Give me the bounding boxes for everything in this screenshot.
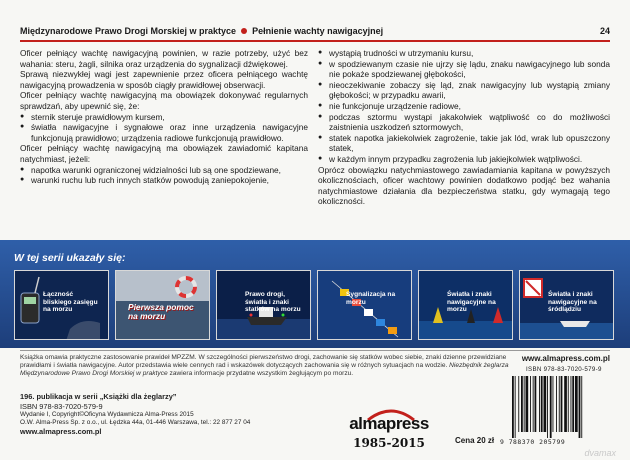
- list-item: ● sternik steruje prawidłowym kursem,: [20, 112, 308, 123]
- bullet-list: [318, 48, 610, 165]
- series-banner: [0, 240, 630, 348]
- book-cover[interactable]: [14, 270, 109, 340]
- logo-wordmark: almapress: [349, 414, 429, 433]
- publisher-logo: [336, 404, 442, 452]
- book-title: Światła i znaki nawigacyjne na morzu: [447, 291, 496, 313]
- series-title: W tej serii ukazały się:: [14, 252, 126, 264]
- list-item: ● wystąpią trudności w utrzymaniu kursu,: [318, 48, 610, 59]
- paragraph: Sprawą niezwykłej wagi jest zapewnienie przez oficera pełniącego wachtę nawigacyjną prowadzenia w sposób ciągły prawidłowej obserwacji.: [20, 69, 308, 90]
- book-title: Sygnalizacja na morzu: [346, 291, 396, 306]
- paragraph: Oficer pełniący wachtę nawigacyjną ma obowiązek zawiadomić kapitana natychmiast, jeżeli:: [20, 143, 308, 164]
- watermark: dvamax: [584, 448, 616, 458]
- bullet-list: [20, 112, 308, 144]
- text-column-right: [318, 48, 610, 207]
- book-summary: Książka omawia praktyczne zastosowanie prawideł MPZZM. W szczególności pierwszeństwo drogi, zachowanie się statków wobec siebie, znaki dzienne przewidziane prawidłami i światła nawigacyjne. Autor przedstawia wiele cennych rad i wskazówek dotyczących zachowania się w różnych sytuacjach na wodzie. Niezbędnik żeglarza Międzynarodowe Prawo Drogi Morskiej w praktyce zawiera informacje przydatne wszystkim żeglującym po morzu.: [20, 354, 509, 377]
- book-title: Łączność bliskiego zasięgu na morzu: [43, 291, 98, 313]
- book-title: Prawo drogi, światła i znaki statków na morzu: [245, 291, 301, 313]
- footer-rule: [20, 350, 610, 351]
- list-item: ● podczas sztormu wystąpi jakakolwiek wątpliwość co do możliwości zaistnienia uszkodzeń sztormowych,: [318, 112, 610, 133]
- book-cover[interactable]: [418, 270, 513, 340]
- book-title: Pierwsza pomoc na morzu: [128, 302, 194, 321]
- barcode-block: [500, 366, 612, 456]
- header-title: [20, 26, 383, 36]
- book-title: Światła i znaki nawigacyjne na śródlądziu: [548, 291, 597, 313]
- price: Cena 20 zł: [455, 436, 495, 445]
- publisher-address: O.W. Alma-Press Sp. z o.o., ul. Łędzka 44a, 01-446 Warszawa, tel.: 22 877 27 04: [20, 419, 251, 427]
- website-link[interactable]: www.almapress.com.pl: [20, 427, 102, 437]
- bullet-list: [20, 165, 308, 186]
- header-bullet-icon: [241, 28, 247, 34]
- book-cover[interactable]: [317, 270, 412, 340]
- list-item: ● statek napotka jakiekolwiek zagrożenie, takie jak lód, wrak lub opuszczony statek,: [318, 133, 610, 154]
- publication-number: 196. publikacja w serii „Książki dla żeglarzy”: [20, 392, 177, 401]
- barcode-icon: [510, 376, 610, 438]
- header-rule: [20, 40, 610, 42]
- list-item: ● w spodziewanym czasie nie ujrzy się lądu, znaku nawigacyjnego lub sonda nie pokaże spodziewanej głębokości,: [318, 59, 610, 80]
- text-column-left: [20, 48, 308, 186]
- list-item: ● nie funkcjonuje urządzenie radiowe,: [318, 101, 610, 112]
- list-item: ● napotka warunki ograniczonej widzialności lub są one spodziewane,: [20, 165, 308, 176]
- barcode-isbn: ISBN 978-83-7020-579-9: [526, 366, 602, 373]
- book-cover[interactable]: [115, 270, 210, 340]
- list-item: ● nieoczekiwanie zobaczy się ląd, znak nawigacyjny lub wystąpią zmiany głębokości; w przypadku awarii,: [318, 80, 610, 101]
- page-number: 24: [599, 26, 610, 36]
- isbn: ISBN 978-83-7020-579-9: [20, 401, 103, 411]
- bibliographic-info: [20, 392, 250, 437]
- book-thumbnails: [14, 270, 614, 340]
- paragraph: Oprócz obowiązku natychmiastowego zawiadamiania kapitana w powyższych okolicznościach, oficer wachtowy powinien dodatkowo podjąć bez wahania natychmiastowe działania dla bezpieczeństwa statku, gdy wymagają tego okoliczności.: [318, 164, 610, 207]
- book-cover[interactable]: [216, 270, 311, 340]
- website-link[interactable]: www.almapress.com.pl: [521, 354, 610, 363]
- header-title-right: Pełnienie wachty nawigacyjnej: [252, 26, 384, 36]
- list-item: ● w każdym innym przypadku zagrożenia lub jakiejkolwiek wątpliwości.: [318, 154, 610, 165]
- list-item: ● światła nawigacyjne i sygnałowe oraz inne urządzenia nawigacyjne funkcjonują prawidłowo; urządzenia radiowe funkcjonują prawidłowo.: [20, 122, 308, 143]
- edition: Wydanie I, Copyright©Oficyna Wydawnicza Alma-Press 2015: [20, 411, 194, 419]
- barcode-number: 9 788370 205799: [500, 438, 566, 446]
- list-item: ● warunki ruchu lub ruch innych statków powodują zaniepokojenie,: [20, 175, 308, 186]
- logo-years: 1985-2015: [353, 436, 425, 450]
- paragraph: Oficer pełniący wachtę nawigacyjną ma obowiązek dokonywać regularnych sprawdzań, aby upewnić się, że:: [20, 90, 308, 111]
- book-cover[interactable]: [519, 270, 614, 340]
- paragraph: Oficer pełniący wachtę nawigacyjną powinien, w razie potrzeby, użyć bez wahania: steru, żagli, silnika oraz urządzenia do sygnalizacji dźwiękowej.: [20, 48, 308, 69]
- header-title-left: Międzynarodowe Prawo Drogi Morskiej w praktyce: [20, 26, 237, 36]
- page-header: [0, 0, 630, 44]
